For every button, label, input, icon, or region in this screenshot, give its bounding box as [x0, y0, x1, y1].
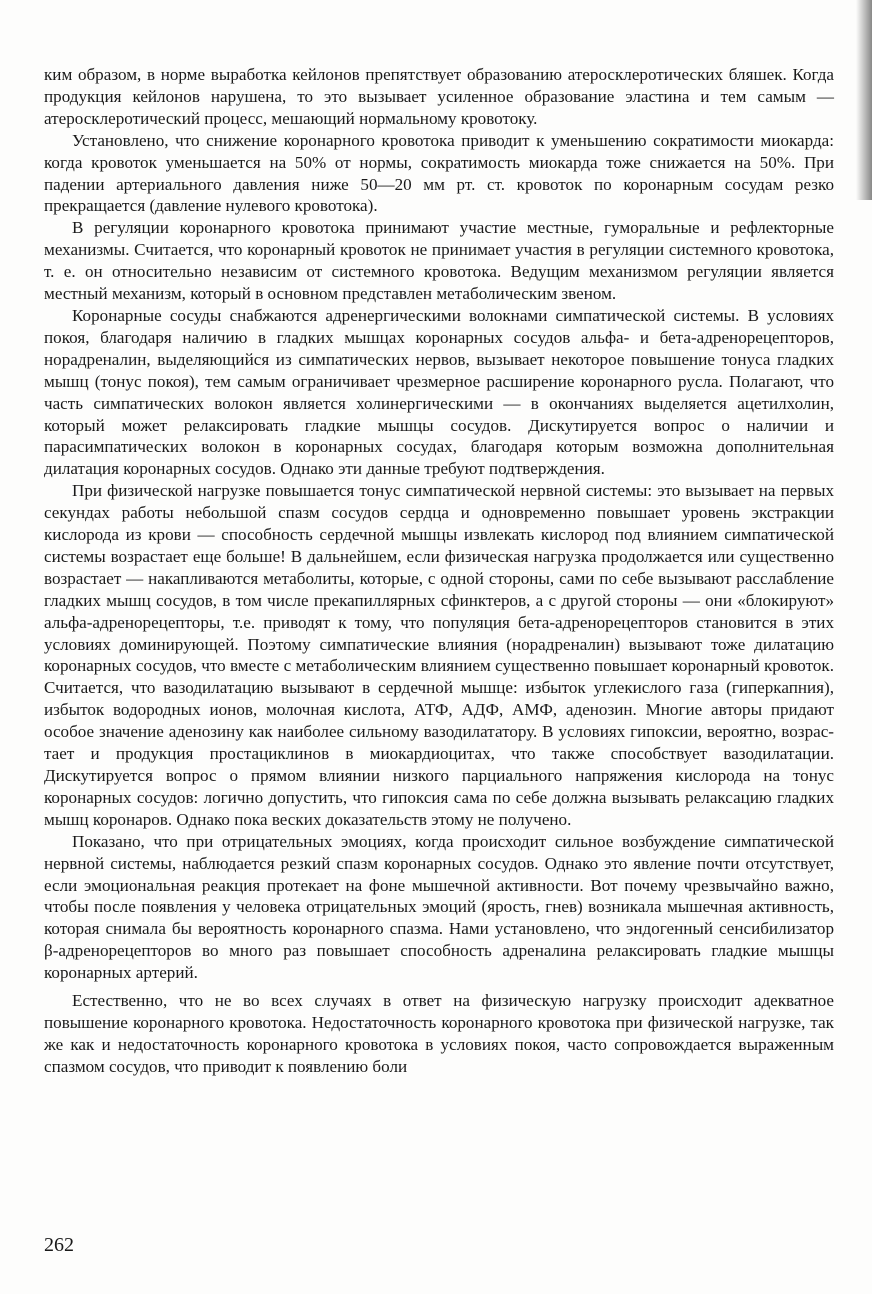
- paragraph: При физической нагрузке повышается тонус симпатической нервной системы: это вызывает на первых секундах работы небольшой спазм сосудов сердца и одновременно повышает уровень экстракции кислорода из крови — способность сердечной мышцы извлекать кислород под влиянием симпатической системы возрастает еще больше! В дальнейшем, если физическая нагрузка продолжается или существенно возрастает — накапливаются метаболиты, которые, с одной стороны, сами по себе вызывают расслабление гладких мышц сосудов, в том числе прекапиллярных сфинктеров, а с другой стороны — они «блокируют» альфа-адренорецепторы, т.е. приводят к тому, что популяция бета-адренорецепторов становится в этих условиях доминирующей. Поэтому симпатические влияния (норадреналин) вызывают тоже дилатацию коронарных сосудов, что вместе с метаболическим влиянием существенно повышает коронарный кровоток. Считается, что вазодилатацию вызывают в сердечной мышце: избыток углекислого газа (гиперкапния), избыток водородных ионов, молочная кислота, АТФ, АДФ, АМФ, аденозин. Многие авторы придают особое значение аденозину как наиболее сильному вазодилататору. В условиях гипоксии, вероятно, возрастает и продукция простациклинов в миокардиоцитах, что также способствует вазодилатации. Дискутируется вопрос о прямом влиянии низкого парциального напряжения кислорода на тонус коронарных сосудов: логично допустить, что гипоксия сама по себе должна вызывать релаксацию гладких мышц коронаров. Однако пока веских доказательств этому не получено.: [44, 481, 834, 829]
- body-text: [44, 64, 834, 1078]
- page-edge-shadow: [856, 0, 872, 200]
- paragraph-continued: ким образом, в норме выработка кейлонов препятствует образованию атеросклеротических бляшек. Когда продукция кейлонов нарушена, то это вызывает усиленное образование эластина и тем самым — атеросклеротический процесс, мешающий нормальному кровотоку.: [44, 65, 834, 128]
- paragraph: Установлено, что снижение коронарного кровотока приводит к уменьшению сократимости миокарда: когда кровоток уменьшается на 50% от нормы, сократимость миокарда тоже снижается на 50%. При падении артериального давления ниже 50—20 мм рт. ст. кровоток по коронарным сосудам резко прекращается (давление нулевого кровотока).: [44, 130, 834, 216]
- paragraph: Коронарные сосуды снабжаются адренергическими волокнами симпатической системы. В условиях покоя, благодаря наличию в гладких мышцах коронарных сосудов альфа- и бета-адренорецепторов, норадреналин, выделяющийся из симпатических нервов, вызывает некоторое повышение тонуса гладких мышц (тонус покоя), тем самым ограничивает чрезмерное расширение коронарного русла. Полагают, что часть симпатических волокон является холинергическими — в окончаниях выделяется ацетилхолин, который может релаксировать гладкие мышцы сосудов. Дискутируется вопрос о наличии и парасимпатических волокон в коронарных сосудах, благодаря которым возможна дополнительная дилатация коронарных сосудов. Однако эти данные требуют подтверждения.: [44, 305, 834, 479]
- paragraph: В регуляции коронарного кровотока принимают участие местные, гуморальные и рефлекторные механизмы. Считается, что коронарный кровоток не принимает участия в регуляции системного кровотока, т. е. он относительно независим от системного кровотока. Ведущим механизмом регуляции является местный механизм, который в основном представлен метаболическим звеном.: [44, 218, 834, 304]
- paragraph: Показано, что при отрицательных эмоциях, когда происходит сильное возбуждение симпатической нервной системы, наблюдается резкий спазм коронарных сосудов. Однако это явление почти отсутствует, если эмоциональная реакция протекает на фоне мышечной активности. Вот почему чрезвычайно важно, чтобы после появления у человека отрицательных эмоций (ярость, гнев) возникала мышечная активность, которая снимала бы вероятность коронарного спазма. Нами установлено, что эндогенный сенсибилизатор β-адренорецепторов во много раз повышает способность адреналина релаксировать гладкие мышцы коронарных артерий.: [44, 831, 834, 983]
- paragraph: Естественно, что не во всех случаях в ответ на физическую нагрузку происходит адекватное повышение коронарного кровотока. Недостаточность коронарного кровотока при физической нагрузке, так же как и недостаточность коронарного кровотока в условиях покоя, часто сопровождается выраженным спазмом сосудов, что приводит к появлению боли: [44, 991, 834, 1076]
- page-number: 262: [44, 1234, 74, 1256]
